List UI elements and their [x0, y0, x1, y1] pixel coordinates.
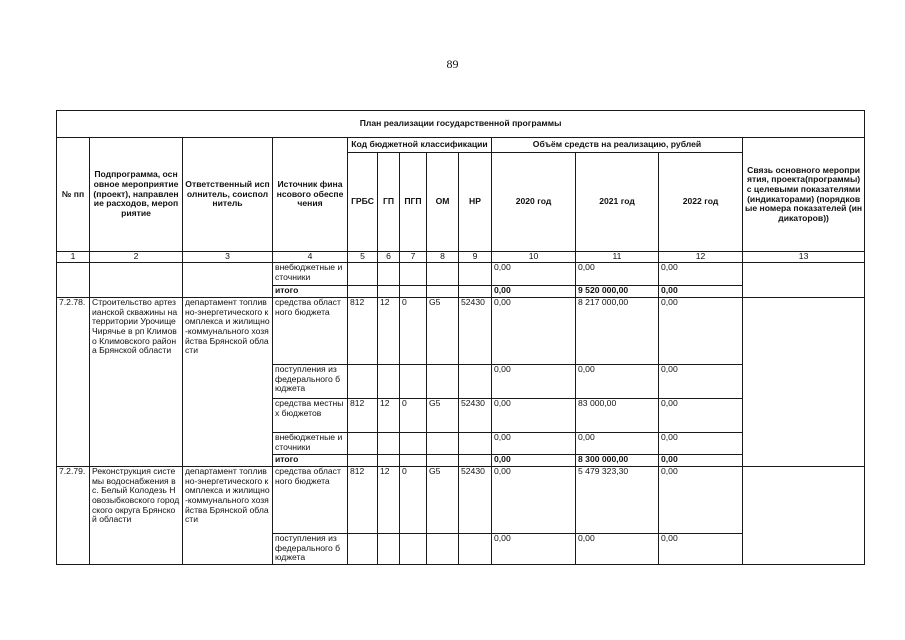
value-2022: 0,00 — [659, 399, 743, 433]
value-2020: 0,00 — [492, 298, 576, 365]
executor-cell: департамент топливно-энергетического комплекса и жилищно-коммунального хозяйства Брянской области — [183, 467, 273, 565]
np-cell: 52430 — [459, 298, 492, 365]
value-2020: 0,00 — [492, 534, 576, 565]
header-np: НР — [459, 153, 492, 252]
value-2021: 5 479 323,30 — [576, 467, 659, 534]
header-volume-group: Объём средств на реализацию, рублей — [492, 138, 743, 153]
value-2020: 0,00 — [492, 365, 576, 399]
num-cell — [57, 263, 90, 298]
source-cell: поступления из федерального бюджета — [273, 534, 348, 565]
column-number: 10 — [492, 252, 576, 263]
num-cell: 7.2.79. — [57, 467, 90, 565]
value-2022: 0,00 — [659, 365, 743, 399]
gp-cell: 12 — [378, 298, 400, 365]
name-cell: Строительство артезианской скважины на территории Урочище Чирячье в рп Климово Климовского района Брянской области — [90, 298, 183, 467]
header-2022: 2022 год — [659, 153, 743, 252]
gp-cell: 12 — [378, 467, 400, 534]
value-2022: 0,00 — [659, 467, 743, 534]
source-cell: средства областного бюджета — [273, 298, 348, 365]
value-2020: 0,00 — [492, 433, 576, 455]
header-link: Связь основного мероприятия, проекта(программы) с целевыми показателями (индикаторами) (порядковые номера показателей (индикаторов)) — [743, 138, 865, 252]
value-2022: 0,00 — [659, 263, 743, 286]
source-cell: итого — [273, 455, 348, 467]
value-2020: 0,00 — [492, 286, 576, 298]
header-source: Источник финансового обеспечения — [273, 138, 348, 252]
table-row — [57, 263, 865, 286]
header-budget-code-group: Код бюджетной классификации — [348, 138, 492, 153]
value-2022: 0,00 — [659, 433, 743, 455]
om-cell: G5 — [427, 399, 459, 433]
header-2021: 2021 год — [576, 153, 659, 252]
om-cell: G5 — [427, 298, 459, 365]
value-2021: 8 300 000,00 — [576, 455, 659, 467]
column-number: 3 — [183, 252, 273, 263]
om-cell: G5 — [427, 467, 459, 534]
pgp-cell: 0 — [400, 399, 427, 433]
header-om: ОМ — [427, 153, 459, 252]
pgp-cell: 0 — [400, 467, 427, 534]
table-row — [57, 467, 865, 534]
value-2021: 0,00 — [576, 433, 659, 455]
value-2022: 0,00 — [659, 298, 743, 365]
header-grbs: ГРБС — [348, 153, 378, 252]
grbs-cell: 812 — [348, 467, 378, 534]
column-number: 12 — [659, 252, 743, 263]
value-2022: 0,00 — [659, 455, 743, 467]
column-number: 1 — [57, 252, 90, 263]
header-pgp: ПГП — [400, 153, 427, 252]
value-2021: 0,00 — [576, 365, 659, 399]
column-number: 8 — [427, 252, 459, 263]
column-number: 9 — [459, 252, 492, 263]
header-executor: Ответственный исполнитель, соисполнитель — [183, 138, 273, 252]
num-cell: 7.2.78. — [57, 298, 90, 467]
column-number-row — [57, 252, 865, 263]
value-2020: 0,00 — [492, 455, 576, 467]
source-cell: итого — [273, 286, 348, 298]
grbs-cell: 812 — [348, 298, 378, 365]
pgp-cell: 0 — [400, 298, 427, 365]
executor-cell — [183, 263, 273, 298]
value-2021: 8 217 000,00 — [576, 298, 659, 365]
value-2020: 0,00 — [492, 263, 576, 286]
column-number: 2 — [90, 252, 183, 263]
column-number: 4 — [273, 252, 348, 263]
header-2020: 2020 год — [492, 153, 576, 252]
column-number: 6 — [378, 252, 400, 263]
source-cell: средства областного бюджета — [273, 467, 348, 534]
source-cell: средства местных бюджетов — [273, 399, 348, 433]
grbs-cell: 812 — [348, 399, 378, 433]
source-cell: поступления из федерального бюджета — [273, 365, 348, 399]
header-num: № пп — [57, 138, 90, 252]
value-2021: 0,00 — [576, 534, 659, 565]
header-subprogram: Подпрограмма, основное мероприятие(проект), направление расходов, мероприятие — [90, 138, 183, 252]
column-number: 13 — [743, 252, 865, 263]
source-cell: внебюджетные источники — [273, 263, 348, 286]
value-2022: 0,00 — [659, 534, 743, 565]
page-number: 89 — [446, 57, 459, 71]
np-cell: 52430 — [459, 399, 492, 433]
value-2020: 0,00 — [492, 467, 576, 534]
value-2021: 83 000,00 — [576, 399, 659, 433]
value-2021: 0,00 — [576, 263, 659, 286]
column-number: 5 — [348, 252, 378, 263]
value-2022: 0,00 — [659, 286, 743, 298]
program-plan-table — [56, 110, 865, 565]
executor-cell: департамент топливно-энергетического комплекса и жилищно-коммунального хозяйства Брянской области — [183, 298, 273, 467]
name-cell — [90, 263, 183, 298]
table-title: План реализации государственной программы — [57, 111, 865, 138]
value-2020: 0,00 — [492, 399, 576, 433]
source-cell: внебюджетные источники — [273, 433, 348, 455]
column-number: 7 — [400, 252, 427, 263]
gp-cell: 12 — [378, 399, 400, 433]
header-gp: ГП — [378, 153, 400, 252]
np-cell: 52430 — [459, 467, 492, 534]
column-number: 11 — [576, 252, 659, 263]
name-cell: Реконструкция системы водоснабжения в с. Белый Колодезь Новозыбковского городского округа Брянской области — [90, 467, 183, 565]
table-row — [57, 298, 865, 365]
value-2021: 9 520 000,00 — [576, 286, 659, 298]
